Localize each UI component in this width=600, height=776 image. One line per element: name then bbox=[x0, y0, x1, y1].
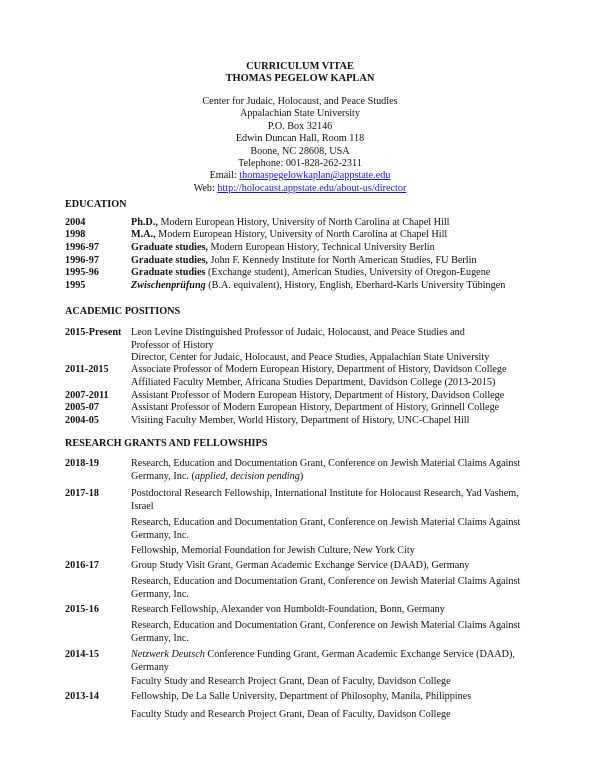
positions-year: 2004-05 bbox=[65, 415, 99, 426]
position-entry: Affiliated Faculty Member, Africana Studies Department, Davidson College (2013-2015) bbox=[131, 377, 496, 388]
grant-entry bbox=[131, 709, 543, 722]
education-entry bbox=[131, 217, 551, 230]
contact-line: Boone, NC 28608, USA bbox=[250, 145, 350, 157]
cv-name: THOMAS PEGELOW KAPLAN bbox=[225, 73, 375, 84]
contact-line: Edwin Duncan Hall, Room 118 bbox=[235, 133, 365, 145]
positions-year: 2007-2011 bbox=[65, 390, 109, 401]
degree-detail: (B.A. equivalent), History, English, Eberhard-Karls University Tübingen bbox=[205, 280, 506, 291]
education-year: 1995 bbox=[65, 280, 86, 291]
grants-year: 2015-16 bbox=[65, 604, 99, 615]
email-link[interactable]: thomaspegelowkaplan@appstate.edu bbox=[239, 170, 391, 182]
degree-detail: John F. Kennedy Institute for North American Studies, FU Berlin bbox=[207, 255, 477, 266]
degree-label: Graduate studies, bbox=[131, 255, 208, 266]
grant-text: Fellowship, De La Salle University, Department of Philosophy, Manila, Philippines bbox=[131, 691, 472, 702]
degree-detail: Modern European History, University of North Carolina at Chapel Hill bbox=[155, 229, 448, 240]
section-heading-grants: RESEARCH GRANTS AND FELLOWSHIPS bbox=[65, 438, 268, 449]
grant-text: Research, Education and Documentation Grant, Conference on Jewish Material Claims Against Germany, Inc. bbox=[131, 517, 521, 541]
grant-text: Faculty Study and Research Project Grant, Dean of Faculty, Davidson College bbox=[131, 709, 451, 720]
grant-text: Research, Education and Documentation Grant, Conference on Jewish Material Claims Against Germany, Inc. bbox=[131, 576, 521, 600]
grant-text: Postdoctoral Research Fellowship, International Institute for Holocaust Research, Yad Vashem, Israel bbox=[131, 488, 519, 512]
position-entry: Assistant Professor of Modern European History, Department of History, Davidson College bbox=[131, 390, 505, 401]
grant-entry bbox=[131, 620, 543, 645]
position-entry: Assistant Professor of Modern European History, Department of History, Grinnell College bbox=[131, 402, 500, 413]
grant-text: Research, Education and Documentation Grant, Conference on Jewish Material Claims Against Germany, Inc. ( bbox=[131, 458, 521, 482]
contact-line: Center for Judaic, Holocaust, and Peace Studies bbox=[202, 96, 398, 107]
education-year: 1998 bbox=[65, 229, 86, 240]
grant-entry bbox=[131, 676, 543, 689]
grants-year: 2018-19 bbox=[65, 458, 99, 469]
education-entry bbox=[131, 267, 551, 280]
positions-year: 2015-Present bbox=[65, 327, 122, 338]
grant-text: Conference Funding Grant, German Academic Exchange Service (DAAD), Germany bbox=[131, 649, 515, 673]
position-entry: Leon Levine Distinguished Professor of Judaic, Holocaust, and Peace Studies and Professor of History bbox=[131, 327, 465, 351]
education-entry bbox=[131, 242, 551, 255]
degree-detail: Modern European History, University of North Carolina at Chapel Hill bbox=[157, 217, 450, 228]
web-link[interactable]: http://holocaust.appstate.edu/about-us/director bbox=[217, 182, 407, 194]
grant-italic-lead: Netzwerk Deutsch bbox=[131, 649, 205, 660]
grants-year: 2016-17 bbox=[65, 560, 99, 571]
contact-web-row bbox=[0, 183, 600, 195]
positions-year: 2011-2015 bbox=[65, 364, 109, 375]
section-heading-education: EDUCATION bbox=[65, 199, 127, 210]
degree-label: Zwischenprüfung bbox=[131, 280, 206, 291]
education-entry bbox=[131, 255, 551, 268]
education-year: 1996-97 bbox=[65, 242, 99, 253]
grant-entry bbox=[131, 560, 543, 573]
education-entry bbox=[131, 280, 551, 293]
contact-email-row bbox=[0, 170, 600, 182]
contact-line: P.O. Box 32146 bbox=[267, 120, 333, 132]
grants-year: 2014-15 bbox=[65, 649, 99, 660]
email-label: Email: bbox=[209, 170, 240, 182]
grant-entry bbox=[131, 488, 543, 513]
education-entry bbox=[131, 229, 551, 242]
position-entry: Director, Center for Judaic, Holocaust, and Peace Studies, Appalachian State University bbox=[131, 352, 490, 363]
web-label: Web: bbox=[193, 182, 218, 194]
grant-text: Research, Education and Documentation Grant, Conference on Jewish Material Claims Against Germany, Inc. bbox=[131, 620, 521, 644]
degree-detail: (Exchange student), American Studies, University of Oregon-Eugene bbox=[205, 267, 491, 278]
education-year: 1996-97 bbox=[65, 255, 99, 266]
cv-title: CURRICULUM VITAE bbox=[246, 61, 354, 72]
grant-text: Research Fellowship, Alexander von Humboldt-Foundation, Bonn, Germany bbox=[131, 604, 445, 615]
contact-block bbox=[0, 96, 600, 195]
grant-status: applied, decision pending bbox=[194, 470, 300, 482]
grant-text: Fellowship, Memorial Foundation for Jewish Culture, New York City bbox=[131, 545, 415, 556]
contact-line: Appalachian State University bbox=[240, 108, 360, 120]
grant-entry bbox=[131, 458, 543, 483]
degree-label: Ph.D., bbox=[131, 217, 158, 228]
grant-entry bbox=[131, 576, 543, 601]
education-year: 1995-96 bbox=[65, 267, 99, 278]
grant-entry bbox=[131, 649, 543, 674]
degree-label: Graduate studies bbox=[131, 267, 206, 278]
grant-text: Faculty Study and Research Project Grant, Dean of Faculty, Davidson College bbox=[131, 676, 451, 687]
position-entry: Associate Professor of Modern European History, Department of History, Davidson College bbox=[131, 364, 507, 375]
grants-year: 2013-14 bbox=[65, 691, 99, 702]
degree-label: Graduate studies, bbox=[131, 242, 208, 253]
contact-phone: Telephone: 001-828-262-2311 bbox=[238, 157, 362, 169]
grants-year: 2017-18 bbox=[65, 488, 99, 499]
position-entry: Visiting Faculty Member, World History, Department of History, UNC-Chapel Hill bbox=[131, 415, 470, 426]
positions-year: 2005-07 bbox=[65, 402, 99, 413]
grant-entry bbox=[131, 517, 543, 542]
degree-label: M.A., bbox=[131, 229, 156, 240]
section-heading-positions: ACADEMIC POSITIONS bbox=[65, 306, 181, 317]
grant-entry bbox=[131, 604, 543, 617]
grant-text: Group Study Visit Grant, German Academic Exchange Service (DAAD), Germany bbox=[131, 560, 470, 571]
grant-entry bbox=[131, 545, 543, 558]
education-year: 2004 bbox=[65, 217, 86, 228]
degree-detail: Modern European History, Technical University Berlin bbox=[207, 242, 435, 253]
grant-text-tail: ) bbox=[299, 470, 304, 482]
grant-entry bbox=[131, 691, 543, 704]
